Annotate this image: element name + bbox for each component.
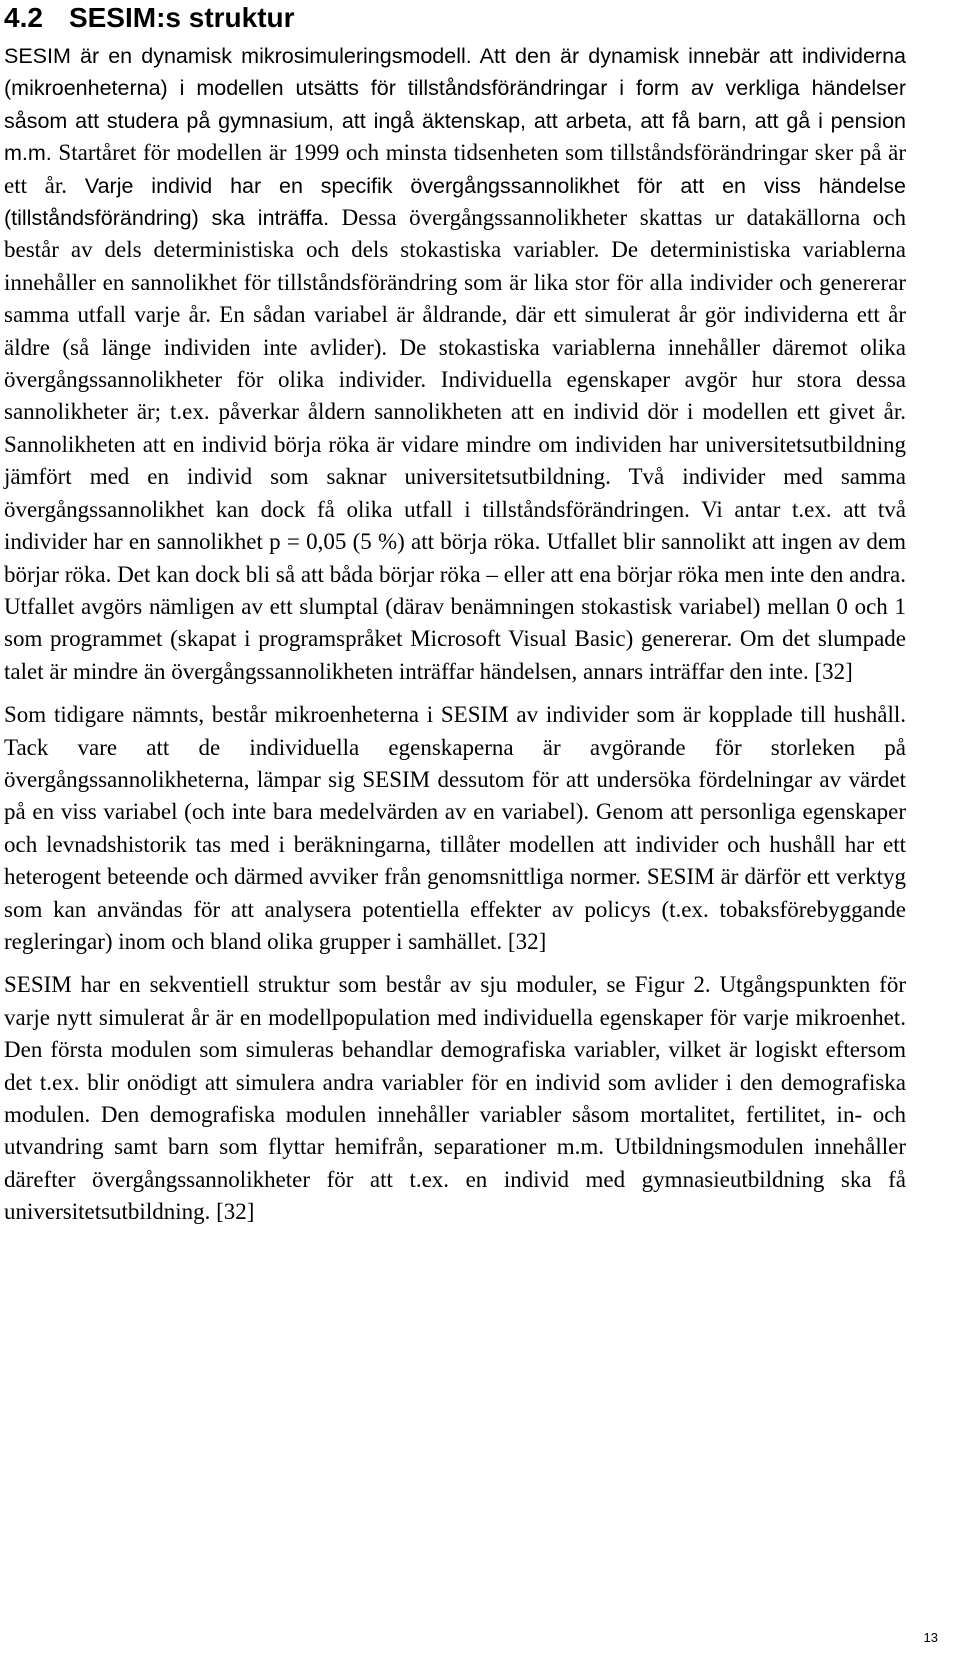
paragraph-microunits: Som tidigare nämnts, består mikroenheterna i SESIM av individer som är kopplade till hushåll. Tack vare att de individuella egenskaperna är avgörande för storleken på övergångssannolikheterna, lämpar sig SESIM dessutom för att undersöka fördelningar av värdet på en viss variabel (och inte bara medelvärden av en variabel). Genom att personliga egenskaper och levnadshistorik tas med i beräkningarna, tillåter modellen att individer och hushåll har ett heterogent beteende och därmed avviker från genomsnittliga normer. SESIM är därför ett verktyg som kan användas för att analysera potentiella effekter av policys (t.ex. tobaksförebyggande regleringar) inom och bland olika grupper i samhället. [32] (4, 702, 906, 954)
paragraph-dynamics-rest: Dessa övergångssannolikheter skattas ur datakällorna och består av dels deterministiska och dels stokastiska variabler. De deterministiska variablerna innehåller en sannolikhet för tillståndsförändring som är lika stor för alla individer och genererar samma utfall varje år. En sådan variabel är åldrande, där ett simulerat år gör individerna ett år äldre (så länge individen inte avlider). De stokastiska variablerna innehåller däremot olika övergångssannolikheter för olika individer. Individuella egenskaper avgör hur stora dessa sannolikheter är; t.ex. påverkar åldern sannolikheten att en individ dör i modellen ett givet år. Sannolikheten att en individ börja röka är vidare mindre om individen har universitetsutbildning jämfört med en individ som saknar universitetsutbildning. Två individer med samma övergångssannolikhet kan dock få olika utfall i tillståndsförändringen. Vi antar t.ex. att två individer har en sannolikhet p = 0,05 (5 %) att börja röka. Utfallet blir sannolikt att ingen av dem börjar röka. Det kan dock bli så att båda börjar röka – eller att ena börjar röka men inte den andra. Utfallet avgörs nämligen av ett slumptal (därav benämningen stokastisk variabel) mellan 0 och 1 som programmet (skapat i programspråket Microsoft Visual Basic) genererar. Om det slumpade talet är mindre än övergångssannolikheten inträffar händelsen, annars inträffar den inte. [32] (4, 205, 907, 684)
paragraph-dynamics-lead: SESIM är en dynamisk mikrosimuleringsmodell. Att den är dynamisk innebär att individerna (mikroenheterna) i modellen utsätts för tillståndsförändringar i form av verkliga händelser såsom att studera på gymnasium, att ingå äktenskap, att arbeta, att få barn, att gå i pension m.m. (4, 44, 906, 166)
section-number: 4.2 (4, 2, 43, 33)
paragraph-dynamics (4, 40, 906, 688)
paragraph-structure: SESIM har en sekventiell struktur som består av sju moduler, se Figur 2. Utgångspunkten för varje nytt simulerat år är en modellpopulation med individuella egenskaper för varje mikroenhet. Den första modulen som simuleras behandlar demografiska variabler, vilket är logiskt eftersom det t.ex. blir onödigt att simulera andra variabler för en individ som avlider i den demografiska modulen. Den demografiska modulen innehåller variabler såsom mortalitet, fertilitet, in- och utvandring samt barn som flyttar hemifrån, separationer m.m. Utbildningsmodulen innehåller därefter övergångssannolikheter för att t.ex. en individ med gymnasieutbildning ska få universitetsutbildning. [32] (4, 972, 906, 1225)
section-heading (4, 0, 906, 34)
paragraph-dynamics-start-year: Startåret för modellen är 1999 och minsta tidsenheten som tillståndsförändringar sker på är ett år. (4, 140, 906, 198)
document-page (4, 0, 906, 1229)
page-number: 13 (923, 1630, 938, 1645)
section-title: SESIM:s struktur (68, 2, 295, 33)
paragraph-dynamics-transition: Varje individ har en specifik övergångssannolikhet för att en viss händelse (tillståndsförändring) ska inträffa. (4, 173, 906, 231)
